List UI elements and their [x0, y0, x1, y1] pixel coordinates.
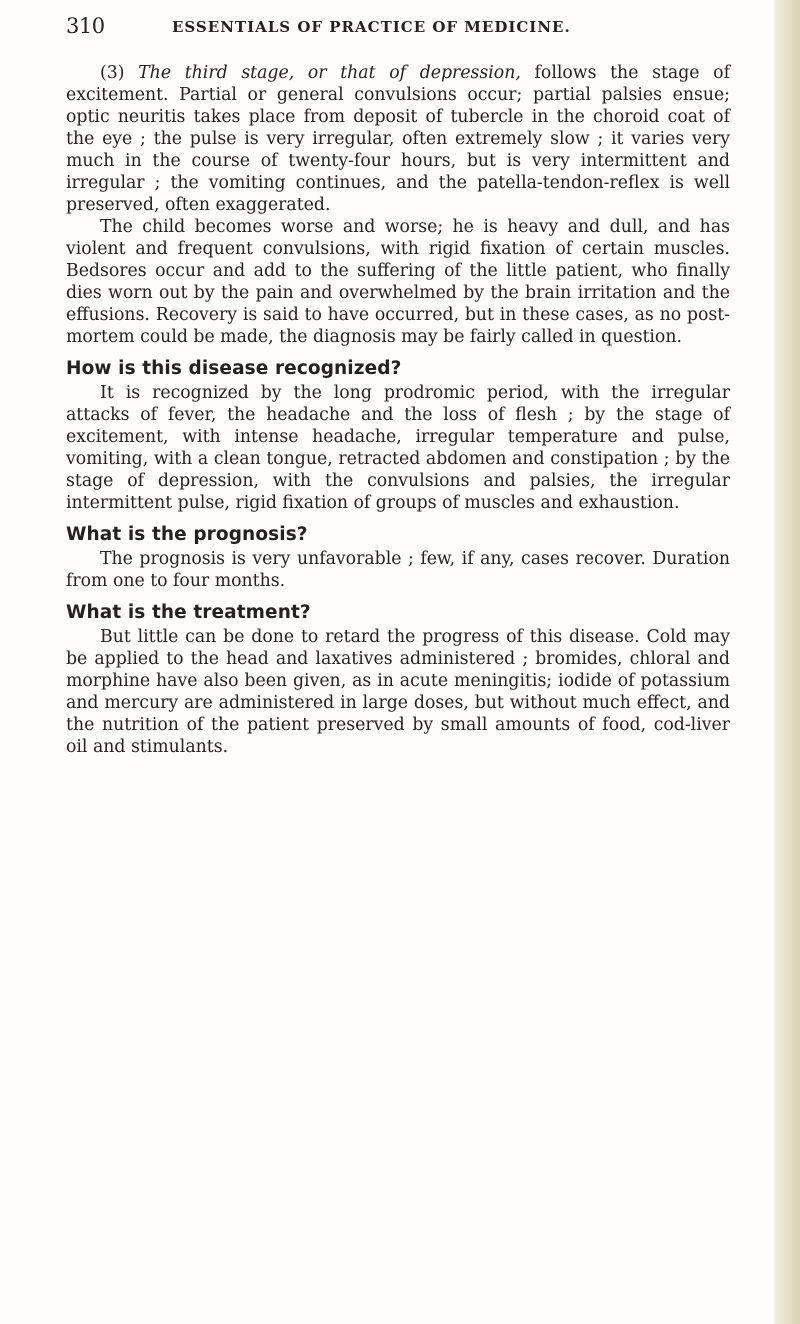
- running-head: ESSENTIALS OF PRACTICE OF MEDICINE.: [172, 18, 571, 36]
- page-content: [66, 62, 730, 758]
- paragraph-text: follows the stage of excitement. Partial or general convulsions occur; partial palsies ensue; optic neuritis takes place from deposit of tubercle in the choroid coat of the eye ; the pulse is very irregular, often extremely slow ; it varies very much in the course of twenty-four hours, but is very intermittent and irregular ; the vomiting continues, and the patella-tendon-reflex is well preserved, often exaggerated.: [66, 63, 730, 215]
- paragraph-marker: (3): [100, 63, 139, 83]
- page-number: 310: [66, 14, 105, 38]
- question-heading: What is the treatment?: [66, 602, 311, 623]
- question-heading: How is this disease recognized?: [66, 358, 402, 379]
- answer-paragraph: The prognosis is very unfavorable ; few, if any, cases recover. Duration from one to four months.: [66, 549, 730, 591]
- section-treatment: [66, 602, 730, 758]
- paragraph-child-worsens: The child becomes worse and worse; he is heavy and dull, and has violent and frequent convulsions, with rigid fixation of certain muscles. Bedsores occur and add to the suffering of the little patient, who finally dies worn out by the pain and overwhelmed by the brain irritation and the effusions. Recovery is said to have occurred, but in these cases, as no post-mortem could be made, the diagnosis may be fairly called in question.: [66, 217, 730, 347]
- section-prognosis: [66, 524, 730, 592]
- page-edge-shadow: [774, 0, 800, 1324]
- answer-paragraph: It is recognized by the long prodromic period, with the irregular attacks of fever, the headache and the loss of flesh ; by the stage of excitement, with intense headache, irregular temperature and pulse, vomiting, with a clean tongue, retracted abdomen and constipation ; by the stage of depression, with the convulsions and palsies, the irregular intermittent pulse, rigid fixation of groups of muscles and exhaustion.: [66, 383, 730, 513]
- question-heading: What is the prognosis?: [66, 524, 308, 545]
- paragraph-third-stage: [66, 62, 730, 216]
- section-recognition: [66, 358, 730, 514]
- italic-stage-title: The third stage, or that of depression,: [138, 63, 521, 83]
- answer-paragraph: But little can be done to retard the progress of this disease. Cold may be applied to the head and laxatives administered ; bromides, chloral and morphine have also been given, as in acute meningitis; iodide of potassium and mercury are administered in large doses, but without much effect, and the nutrition of the patient preserved by small amounts of food, cod-liver oil and stimulants.: [66, 627, 730, 757]
- page-header: [66, 14, 740, 44]
